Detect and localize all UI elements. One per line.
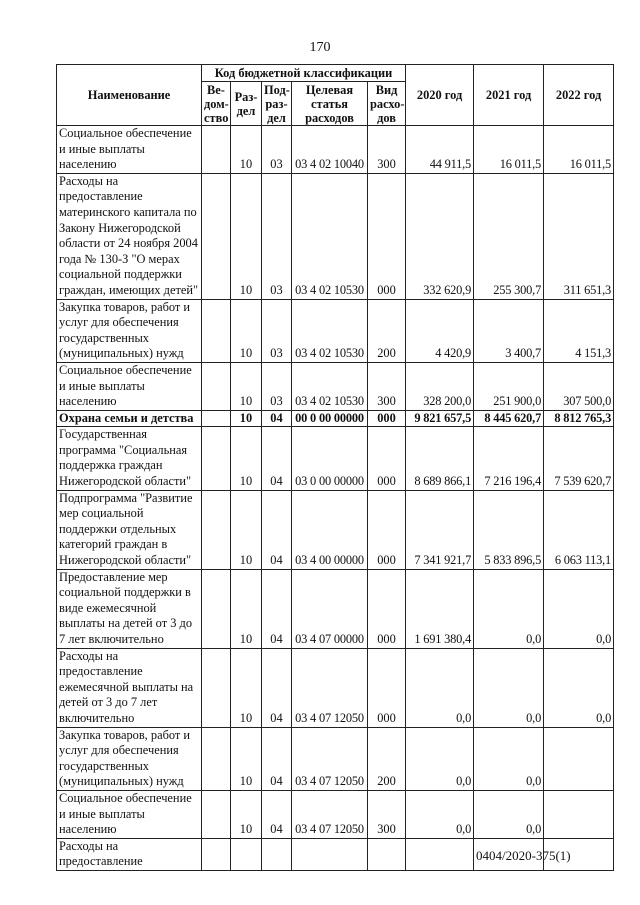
cell-2022: 0,0 bbox=[544, 648, 614, 727]
header-target-article: Целевая статья расходов bbox=[292, 82, 368, 126]
cell-razdel: 10 bbox=[231, 126, 262, 174]
cell-name: Расходы на предоставление ежемесячной выплаты на детей от 3 до 7 лет включительно bbox=[57, 648, 202, 727]
cell-podrazdel: 03 bbox=[262, 126, 292, 174]
cell-target-article: 03 4 07 12050 bbox=[292, 648, 368, 727]
cell-expense-type: 000 bbox=[368, 569, 406, 648]
cell-expense-type: 300 bbox=[368, 362, 406, 410]
cell-2020: 0,0 bbox=[406, 790, 474, 838]
cell-podrazdel: 04 bbox=[262, 648, 292, 727]
cell-2022 bbox=[544, 727, 614, 790]
cell-vedomstvo bbox=[202, 838, 231, 870]
cell-podrazdel bbox=[262, 838, 292, 870]
cell-name: Закупка товаров, работ и услуг для обеспечения государственных (муниципальных) нужд bbox=[57, 299, 202, 362]
cell-2022 bbox=[544, 790, 614, 838]
cell-vedomstvo bbox=[202, 648, 231, 727]
cell-2020: 328 200,0 bbox=[406, 362, 474, 410]
cell-expense-type: 000 bbox=[368, 648, 406, 727]
cell-2021: 0,0 bbox=[474, 790, 544, 838]
cell-razdel: 10 bbox=[231, 727, 262, 790]
cell-target-article: 03 4 02 10530 bbox=[292, 173, 368, 299]
cell-vedomstvo bbox=[202, 173, 231, 299]
cell-2021: 7 216 196,4 bbox=[474, 427, 544, 490]
header-name: Наименование bbox=[57, 65, 202, 126]
cell-2020: 332 620,9 bbox=[406, 173, 474, 299]
cell-2021: 8 445 620,7 bbox=[474, 410, 544, 427]
table-row bbox=[57, 173, 614, 299]
header-expense-type: Вид расхо- дов bbox=[368, 82, 406, 126]
cell-podrazdel: 03 bbox=[262, 299, 292, 362]
table-row bbox=[57, 362, 614, 410]
header-razdel: Раз- дел bbox=[231, 82, 262, 126]
table-row bbox=[57, 727, 614, 790]
cell-2022: 0,0 bbox=[544, 569, 614, 648]
cell-expense-type: 300 bbox=[368, 790, 406, 838]
cell-podrazdel: 04 bbox=[262, 410, 292, 427]
cell-razdel: 10 bbox=[231, 490, 262, 569]
table-row bbox=[57, 427, 614, 490]
cell-expense-type: 000 bbox=[368, 490, 406, 569]
table-row bbox=[57, 790, 614, 838]
table-row bbox=[57, 648, 614, 727]
cell-target-article: 03 4 02 10530 bbox=[292, 362, 368, 410]
header-vedomstvo: Ве- дом- ство bbox=[202, 82, 231, 126]
cell-razdel: 10 bbox=[231, 427, 262, 490]
cell-2020: 8 689 866,1 bbox=[406, 427, 474, 490]
cell-2022: 4 151,3 bbox=[544, 299, 614, 362]
cell-razdel: 10 bbox=[231, 173, 262, 299]
footer-code: 0404/2020-375(1) bbox=[476, 848, 571, 863]
cell-vedomstvo bbox=[202, 362, 231, 410]
cell-2021: 255 300,7 bbox=[474, 173, 544, 299]
cell-2022: 7 539 620,7 bbox=[544, 427, 614, 490]
cell-2020: 7 341 921,7 bbox=[406, 490, 474, 569]
cell-2022: 8 812 765,3 bbox=[544, 410, 614, 427]
budget-table bbox=[56, 64, 614, 871]
cell-vedomstvo bbox=[202, 126, 231, 174]
cell-razdel bbox=[231, 838, 262, 870]
cell-target-article: 03 4 02 10530 bbox=[292, 299, 368, 362]
cell-2020: 1 691 380,4 bbox=[406, 569, 474, 648]
cell-name: Предоставление мер социальной поддержки в виде ежемесячной выплаты на детей от 3 до 7 лет включительно bbox=[57, 569, 202, 648]
cell-podrazdel: 04 bbox=[262, 490, 292, 569]
cell-podrazdel: 03 bbox=[262, 173, 292, 299]
cell-2021: 0,0 bbox=[474, 648, 544, 727]
cell-2022: 311 651,3 bbox=[544, 173, 614, 299]
cell-target-article bbox=[292, 838, 368, 870]
cell-2020: 44 911,5 bbox=[406, 126, 474, 174]
cell-target-article: 03 4 07 12050 bbox=[292, 790, 368, 838]
table-row bbox=[57, 569, 614, 648]
cell-target-article: 03 4 07 00000 bbox=[292, 569, 368, 648]
cell-razdel: 10 bbox=[231, 299, 262, 362]
header-classification-group: Код бюджетной классификации bbox=[202, 65, 406, 82]
cell-2021: 5 833 896,5 bbox=[474, 490, 544, 569]
cell-vedomstvo bbox=[202, 410, 231, 427]
cell-expense-type: 000 bbox=[368, 410, 406, 427]
cell-podrazdel: 04 bbox=[262, 727, 292, 790]
cell-vedomstvo bbox=[202, 299, 231, 362]
cell-2020: 9 821 657,5 bbox=[406, 410, 474, 427]
cell-expense-type: 300 bbox=[368, 126, 406, 174]
cell-name: Подпрограмма "Развитие мер социальной поддержки отдельных категорий граждан в Нижегородской области" bbox=[57, 490, 202, 569]
table-body bbox=[57, 126, 614, 871]
header-year-2022: 2022 год bbox=[544, 65, 614, 126]
cell-razdel: 10 bbox=[231, 648, 262, 727]
cell-expense-type: 200 bbox=[368, 727, 406, 790]
cell-name: Расходы на предоставление bbox=[57, 838, 202, 870]
cell-podrazdel: 04 bbox=[262, 569, 292, 648]
cell-2021: 0,0 bbox=[474, 569, 544, 648]
cell-vedomstvo bbox=[202, 490, 231, 569]
cell-vedomstvo bbox=[202, 427, 231, 490]
page-number: 170 bbox=[309, 40, 331, 55]
cell-razdel: 10 bbox=[231, 569, 262, 648]
table-row bbox=[57, 299, 614, 362]
cell-target-article: 03 4 00 00000 bbox=[292, 490, 368, 569]
cell-vedomstvo bbox=[202, 727, 231, 790]
cell-podrazdel: 03 bbox=[262, 362, 292, 410]
table-row bbox=[57, 490, 614, 569]
cell-name: Государственная программа "Социальная поддержка граждан Нижегородской области" bbox=[57, 427, 202, 490]
cell-name: Социальное обеспечение и иные выплаты населению bbox=[57, 126, 202, 174]
cell-razdel: 10 bbox=[231, 362, 262, 410]
cell-2021: 0,0 bbox=[474, 727, 544, 790]
header-podrazdel: Под- раз- дел bbox=[262, 82, 292, 126]
cell-podrazdel: 04 bbox=[262, 427, 292, 490]
cell-target-article: 03 4 07 12050 bbox=[292, 727, 368, 790]
cell-expense-type: 200 bbox=[368, 299, 406, 362]
cell-vedomstvo bbox=[202, 790, 231, 838]
cell-name: Социальное обеспечение и иные выплаты населению bbox=[57, 790, 202, 838]
header-year-2020: 2020 год bbox=[406, 65, 474, 126]
cell-2020: 4 420,9 bbox=[406, 299, 474, 362]
cell-razdel: 10 bbox=[231, 410, 262, 427]
cell-2021: 16 011,5 bbox=[474, 126, 544, 174]
cell-podrazdel: 04 bbox=[262, 790, 292, 838]
cell-razdel: 10 bbox=[231, 790, 262, 838]
cell-2020 bbox=[406, 838, 474, 870]
cell-2021: 251 900,0 bbox=[474, 362, 544, 410]
cell-vedomstvo bbox=[202, 569, 231, 648]
header-year-2021: 2021 год bbox=[474, 65, 544, 126]
cell-name: Расходы на предоставление материнского капитала по Закону Нижегородской области от 24 ноября 2004 года № 130-З "О мерах социальной поддержки граждан, имеющих детей" bbox=[57, 173, 202, 299]
cell-target-article: 03 4 02 10040 bbox=[292, 126, 368, 174]
cell-target-article: 00 0 00 00000 bbox=[292, 410, 368, 427]
cell-2022: 307 500,0 bbox=[544, 362, 614, 410]
cell-expense-type: 000 bbox=[368, 173, 406, 299]
cell-2022: 16 011,5 bbox=[544, 126, 614, 174]
cell-name: Закупка товаров, работ и услуг для обеспечения государственных (муниципальных) нужд bbox=[57, 727, 202, 790]
cell-name: Охрана семьи и детства bbox=[57, 410, 202, 427]
cell-target-article: 03 0 00 00000 bbox=[292, 427, 368, 490]
cell-expense-type bbox=[368, 838, 406, 870]
cell-2020: 0,0 bbox=[406, 727, 474, 790]
cell-name: Социальное обеспечение и иные выплаты населению bbox=[57, 362, 202, 410]
table-row bbox=[57, 410, 614, 427]
cell-expense-type: 000 bbox=[368, 427, 406, 490]
cell-2020: 0,0 bbox=[406, 648, 474, 727]
cell-2021: 3 400,7 bbox=[474, 299, 544, 362]
table-row bbox=[57, 126, 614, 174]
cell-2022: 6 063 113,1 bbox=[544, 490, 614, 569]
